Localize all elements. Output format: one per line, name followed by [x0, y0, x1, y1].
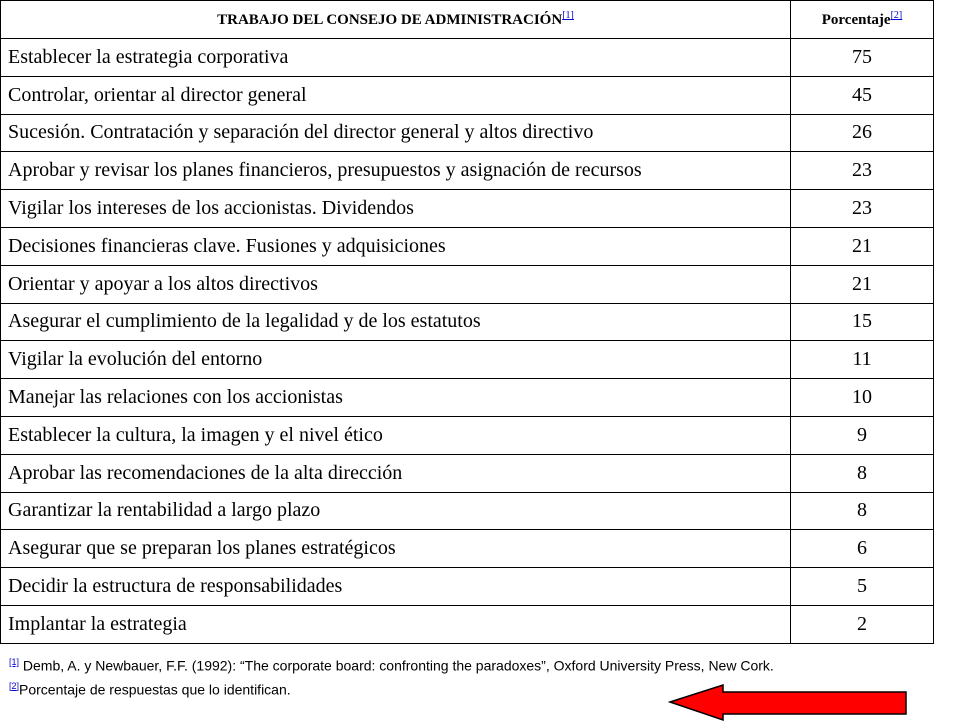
table-row [1, 227, 934, 265]
table-row [1, 303, 934, 341]
percentage-cell: 21 [791, 227, 934, 265]
footnote-1 [9, 652, 774, 676]
task-cell: Asegurar el cumplimiento de la legalidad y de los estatutos [1, 303, 791, 341]
table-header-row [1, 1, 934, 39]
percentage-cell: 10 [791, 379, 934, 417]
task-cell: Vigilar la evolución del entorno [1, 341, 791, 379]
task-cell: Manejar las relaciones con los accionistas [1, 379, 791, 417]
percentage-cell: 9 [791, 416, 934, 454]
footnote-ref-1[interactable]: [1] [562, 10, 574, 21]
table-row [1, 379, 934, 417]
percentage-cell: 11 [791, 341, 934, 379]
left-arrow-icon [668, 683, 908, 723]
task-cell: Sucesión. Contratación y separación del director general y altos directivo [1, 114, 791, 152]
table-row [1, 568, 934, 606]
header-percentage: Porcentaje[2] [791, 1, 934, 39]
table-row [1, 530, 934, 568]
percentage-cell: 21 [791, 265, 934, 303]
percentage-cell: 5 [791, 568, 934, 606]
percentage-cell: 8 [791, 454, 934, 492]
percentage-cell: 23 [791, 152, 934, 190]
percentage-cell: 23 [791, 190, 934, 228]
task-cell: Vigilar los intereses de los accionistas. Dividendos [1, 190, 791, 228]
footnotes [9, 652, 774, 699]
task-cell: Garantizar la rentabilidad a largo plazo [1, 492, 791, 530]
footnote-2-ref[interactable]: [2] [9, 680, 20, 691]
task-cell: Establecer la cultura, la imagen y el nivel ético [1, 416, 791, 454]
percentage-cell: 15 [791, 303, 934, 341]
task-cell: Orientar y apoyar a los altos directivos [1, 265, 791, 303]
footnote-2 [9, 676, 774, 700]
task-cell: Asegurar que se preparan los planes estratégicos [1, 530, 791, 568]
table-row [1, 39, 934, 77]
percentage-cell: 45 [791, 76, 934, 114]
table-row [1, 76, 934, 114]
task-cell: Implantar la estrategia [1, 605, 791, 643]
task-cell: Decisiones financieras clave. Fusiones y adquisiciones [1, 227, 791, 265]
header-task: TRABAJO DEL CONSEJO DE ADMINISTRACIÓN[1] [1, 1, 791, 39]
percentage-cell: 6 [791, 530, 934, 568]
task-cell: Aprobar y revisar los planes financieros, presupuestos y asignación de recursos [1, 152, 791, 190]
percentage-cell: 26 [791, 114, 934, 152]
footnote-ref-2[interactable]: [2] [890, 10, 903, 21]
table-row [1, 492, 934, 530]
footnote-1-text: Demb, A. y Newbauer, F.F. (1992): “The corporate board: confronting the paradoxes”, Oxford University Press, New Cork. [19, 657, 774, 674]
back-button[interactable] [668, 683, 908, 723]
percentage-cell: 2 [791, 605, 934, 643]
footnote-1-ref[interactable]: [1] [9, 657, 20, 667]
table-row [1, 416, 934, 454]
table-row [1, 265, 934, 303]
table-row [1, 605, 934, 643]
footnote-2-text: Porcentaje de respuestas que lo identifican. [19, 681, 291, 698]
percentage-cell: 8 [791, 492, 934, 530]
task-cell: Establecer la estrategia corporativa [1, 39, 791, 77]
table-row [1, 190, 934, 228]
table-row [1, 454, 934, 492]
table-row [1, 341, 934, 379]
table-row [1, 114, 934, 152]
task-cell: Controlar, orientar al director general [1, 76, 791, 114]
percentage-cell: 75 [791, 39, 934, 77]
table-row [1, 152, 934, 190]
task-cell: Decidir la estructura de responsabilidades [1, 568, 791, 606]
task-cell: Aprobar las recomendaciones de la alta dirección [1, 454, 791, 492]
